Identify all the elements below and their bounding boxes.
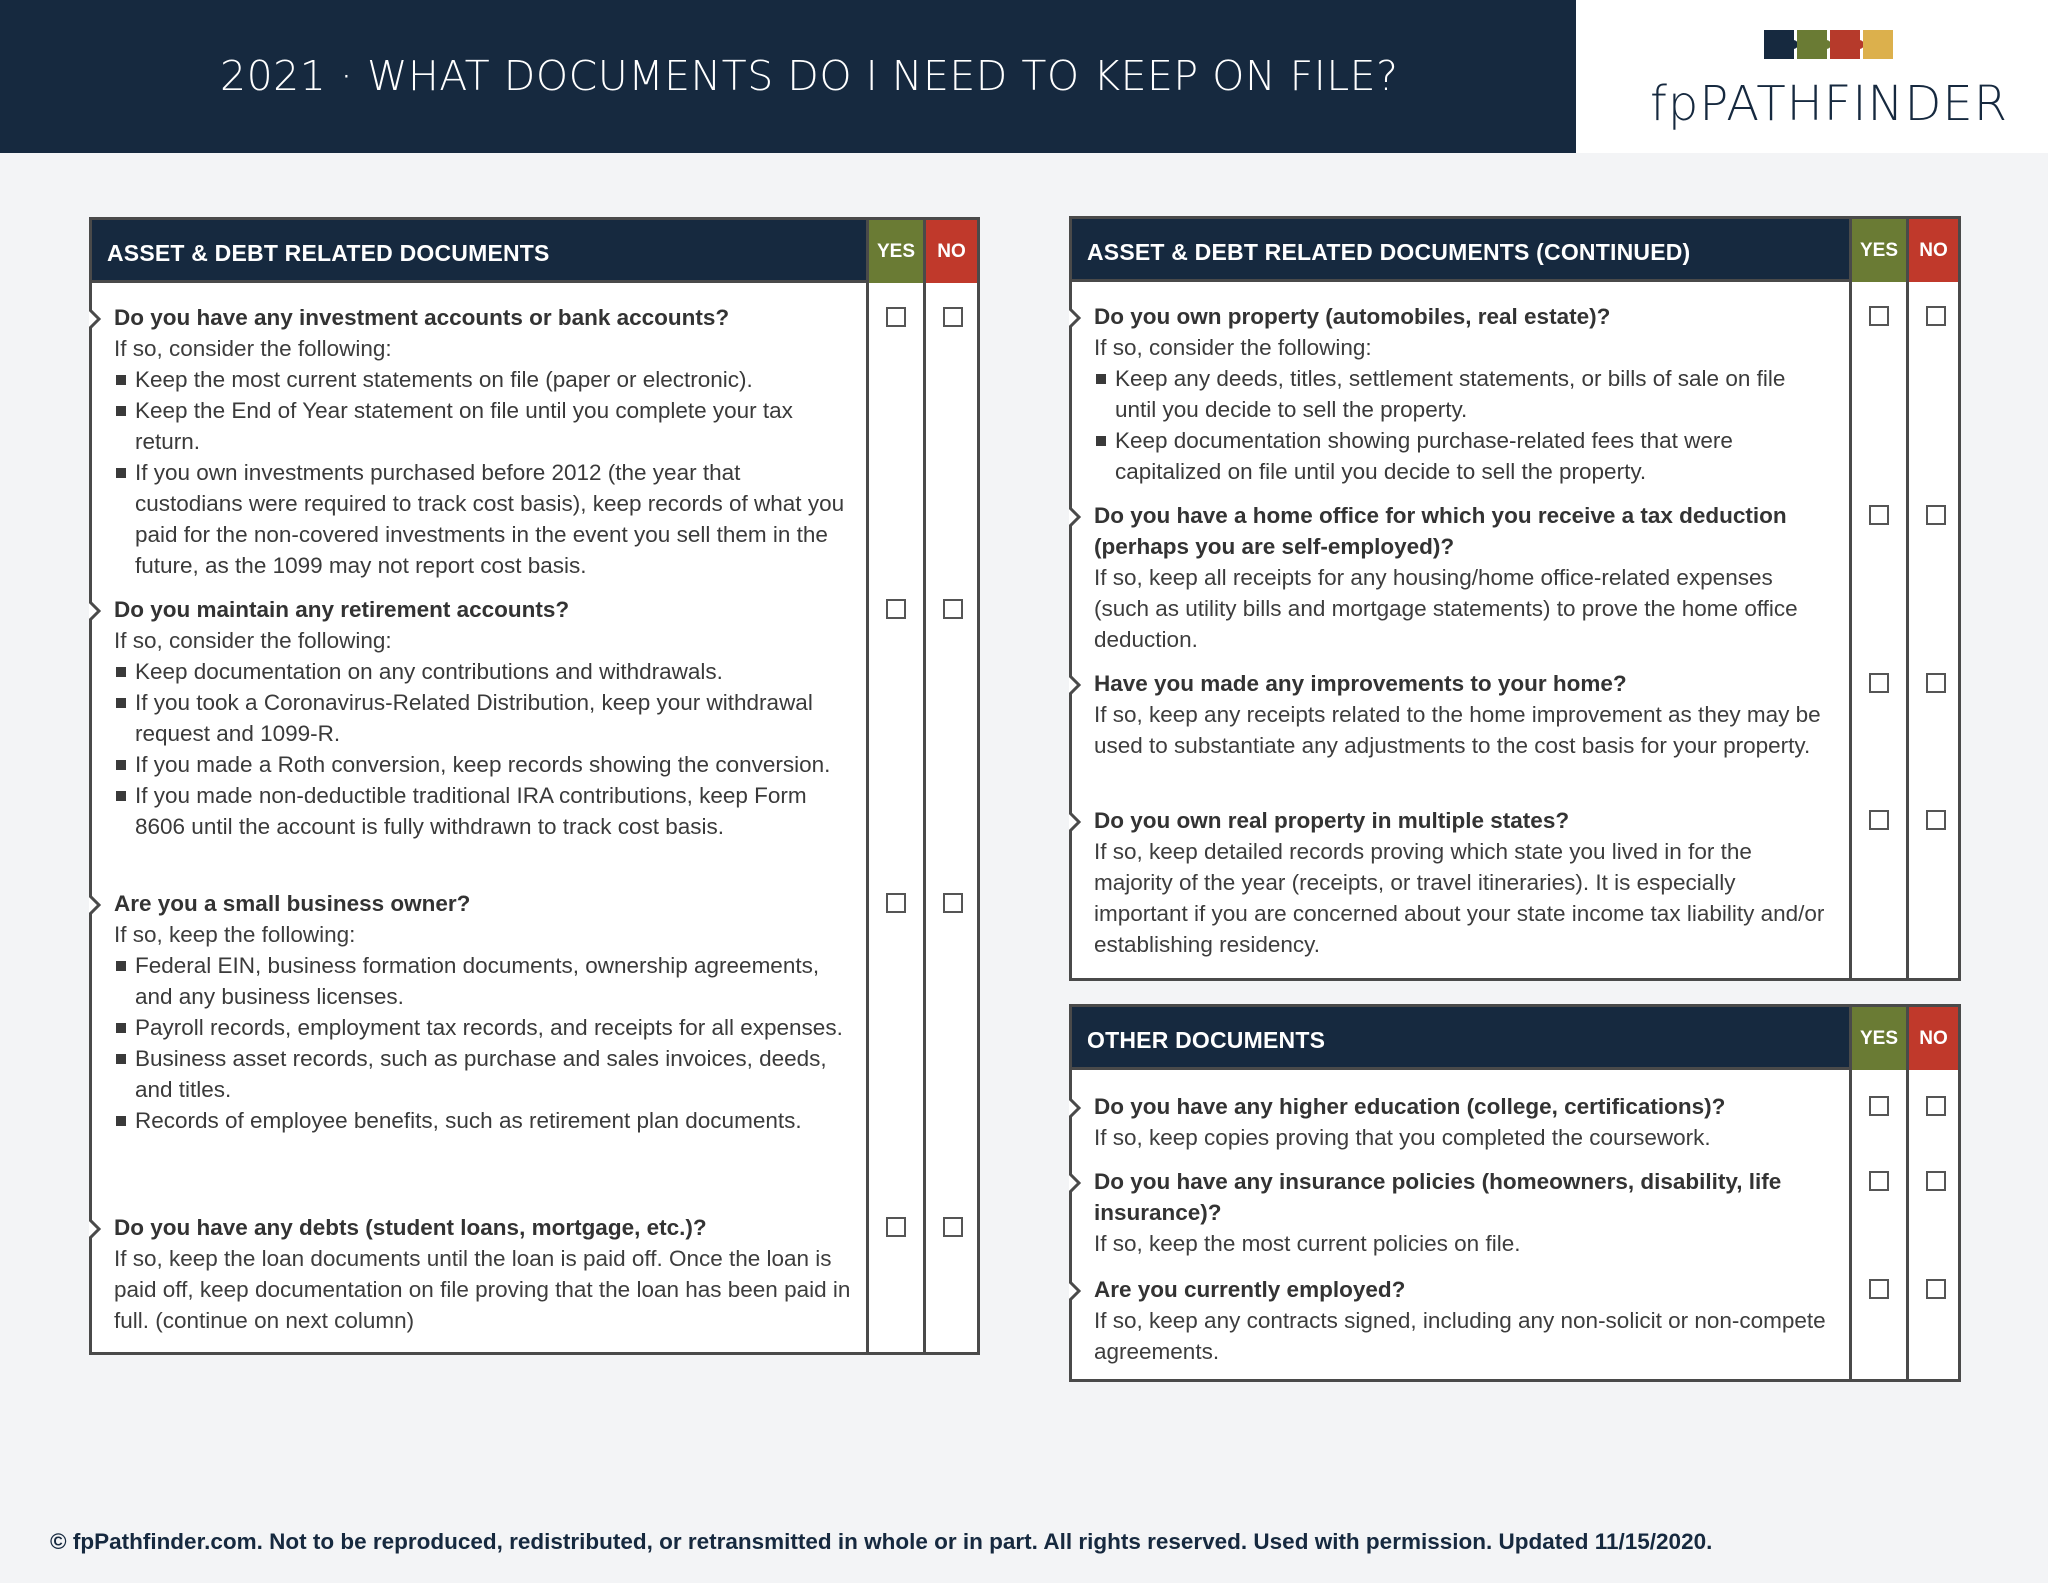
question-intro: If so, consider the following: [114,336,392,361]
logo-square-navy [1764,30,1794,59]
question-title: Do you maintain any retirement accounts? [114,597,570,622]
question-item [1072,1091,1832,1153]
question-title: Are you currently employed? [1094,1277,1406,1302]
yes-checkbox[interactable] [1869,810,1889,830]
yes-column-header: YES [1849,219,1906,282]
question-intro: If so, consider the following: [1094,335,1372,360]
column-divider [923,283,926,1352]
chevron-right-icon [89,601,103,621]
logo-square-red [1830,30,1860,59]
no-checkbox[interactable] [1926,1096,1946,1116]
logo-mark-icon [1764,30,1893,59]
question-item [92,594,852,842]
question-intro: If so, keep detailed records proving which state you lived in for the majority of the year (receipts, or travel itineraries). It is especially important if you are concerned about your state income tax liability and/or establishing residency. [1094,839,1825,957]
chevron-right-icon [1069,1098,1083,1118]
question-intro: If so, keep all receipts for any housing/home office-related expenses (such as utility bills and mortgage statements) to prove the home office deduction. [1094,565,1798,652]
question-title: Have you made any improvements to your home? [1094,671,1627,696]
logo-square-gold [1863,30,1893,59]
question-title: Do you own real property in multiple states? [1094,808,1570,833]
question-item [92,302,852,581]
no-checkbox[interactable] [1926,306,1946,326]
no-column-header: NO [1906,1007,1958,1070]
no-checkbox[interactable] [943,307,963,327]
chevron-right-icon [1069,1173,1083,1193]
yes-checkbox[interactable] [1869,306,1889,326]
logo-wordmark: fpPATHFINDER [1650,76,2009,132]
section-asset-debt-continued [1069,216,1961,981]
logo [1576,0,2048,153]
no-checkbox[interactable] [943,1217,963,1237]
copyright-footer: © fpPathfinder.com. Not to be reproduced, redistributed, or retransmitted in whole or in part. All rights reserved. Used with permission. Updated 11/15/2020. [50,1529,1713,1554]
no-checkbox[interactable] [1926,505,1946,525]
question-title: Do you have any higher education (college, certifications)? [1094,1094,1726,1119]
bullet-item: If you made a Roth conversion, keep records showing the conversion. [114,749,852,780]
yes-checkbox[interactable] [886,893,906,913]
yes-checkbox[interactable] [886,599,906,619]
no-checkbox[interactable] [1926,673,1946,693]
chevron-right-icon [1069,507,1083,527]
question-intro: If so, consider the following: [114,628,392,653]
no-column-header: NO [1906,219,1958,282]
bullet-item: Keep any deeds, titles, settlement statements, or bills of sale on file until you decide to sell the property. [1094,363,1832,425]
section-header [1072,1007,1958,1070]
bullet-item: Keep documentation on any contributions and withdrawals. [114,656,852,687]
question-item [1072,500,1832,655]
yes-checkbox[interactable] [886,1217,906,1237]
section-title: OTHER DOCUMENTS [1087,1027,1326,1053]
logo-square-green [1797,30,1827,59]
no-checkbox[interactable] [943,599,963,619]
chevron-right-icon [1069,1281,1083,1301]
chevron-right-icon [89,309,103,329]
yes-checkbox[interactable] [1869,505,1889,525]
yes-checkbox[interactable] [1869,1279,1889,1299]
question-item [1072,805,1832,960]
question-title: Do you own property (automobiles, real estate)? [1094,304,1611,329]
question-intro: If so, keep copies proving that you completed the coursework. [1094,1125,1711,1150]
column-divider [1906,282,1909,978]
column-divider [866,283,869,1352]
question-intro: If so, keep any contracts signed, including any non-solicit or non-compete agreements. [1094,1308,1826,1364]
bullet-item: Keep the most current statements on file (paper or electronic). [114,364,852,395]
question-intro: If so, keep the most current policies on file. [1094,1231,1521,1256]
question-item [1072,1274,1832,1367]
question-intro: If so, keep any receipts related to the home improvement as they may be used to substantiate any adjustments to the cost basis for your property. [1094,702,1821,758]
yes-checkbox[interactable] [886,307,906,327]
bullet-item: If you made non-deductible traditional IRA contributions, keep Form 8606 until the account is fully withdrawn to track cost basis. [114,780,852,842]
column-divider [1849,1070,1852,1379]
chevron-right-icon [1069,308,1083,328]
yes-checkbox[interactable] [1869,673,1889,693]
question-intro: If so, keep the following: [114,922,356,947]
question-title: Do you have any investment accounts or bank accounts? [114,305,730,330]
bullet-item: Keep documentation showing purchase-related fees that were capitalized on file until you decide to sell the property. [1094,425,1832,487]
question-title: Are you a small business owner? [114,891,471,916]
question-title: Do you have any debts (student loans, mortgage, etc.)? [114,1215,707,1240]
question-title: Do you have a home office for which you receive a tax deduction (perhaps you are self-employed)? [1094,503,1787,559]
no-checkbox[interactable] [1926,810,1946,830]
yes-column-header: YES [1849,1007,1906,1070]
section-header [92,220,977,283]
chevron-right-icon [89,895,103,915]
column-divider [1906,1070,1909,1379]
bullet-item: Keep the End of Year statement on file until you complete your tax return. [114,395,852,457]
bullet-item: Records of employee benefits, such as retirement plan documents. [114,1105,852,1136]
section-asset-debt [89,217,980,1355]
section-title: ASSET & DEBT RELATED DOCUMENTS [107,240,550,266]
section-other-documents [1069,1004,1961,1382]
question-item [1072,301,1832,487]
page-title: 2021 · WHAT DOCUMENTS DO I NEED TO KEEP ON FILE? [220,52,1399,100]
yes-column-header: YES [866,220,923,283]
bullet-item: Payroll records, employment tax records, and receipts for all expenses. [114,1012,852,1043]
section-header [1072,219,1958,282]
yes-checkbox[interactable] [1869,1171,1889,1191]
column-divider [1849,282,1852,978]
chevron-right-icon [1069,675,1083,695]
question-intro: If so, keep the loan documents until the loan is paid off. Once the loan is paid off, keep documentation on file proving that the loan has been paid in full. (continue on next column) [114,1246,851,1333]
chevron-right-icon [1069,812,1083,832]
bullet-item: If you took a Coronavirus-Related Distribution, keep your withdrawal request and 1099-R. [114,687,852,749]
question-item [92,1212,852,1336]
bullet-item: If you own investments purchased before 2012 (the year that custodians were required to track cost basis), keep records of what you paid for the non-covered investments in the event you sell them in the future, as the 1099 may not report cost basis. [114,457,852,581]
question-title: Do you have any insurance policies (homeowners, disability, life insurance)? [1094,1169,1782,1225]
question-item [1072,668,1832,761]
no-checkbox[interactable] [1926,1171,1946,1191]
section-title: ASSET & DEBT RELATED DOCUMENTS (CONTINUED) [1087,239,1691,265]
title-banner [0,0,1576,153]
no-column-header: NO [923,220,977,283]
yes-checkbox[interactable] [1869,1096,1889,1116]
no-checkbox[interactable] [1926,1279,1946,1299]
bullet-item: Business asset records, such as purchase and sales invoices, deeds, and titles. [114,1043,852,1105]
question-item [92,888,852,1136]
no-checkbox[interactable] [943,893,963,913]
question-item [1072,1166,1832,1259]
chevron-right-icon [89,1219,103,1239]
bullet-item: Federal EIN, business formation documents, ownership agreements, and any business licenses. [114,950,852,1012]
